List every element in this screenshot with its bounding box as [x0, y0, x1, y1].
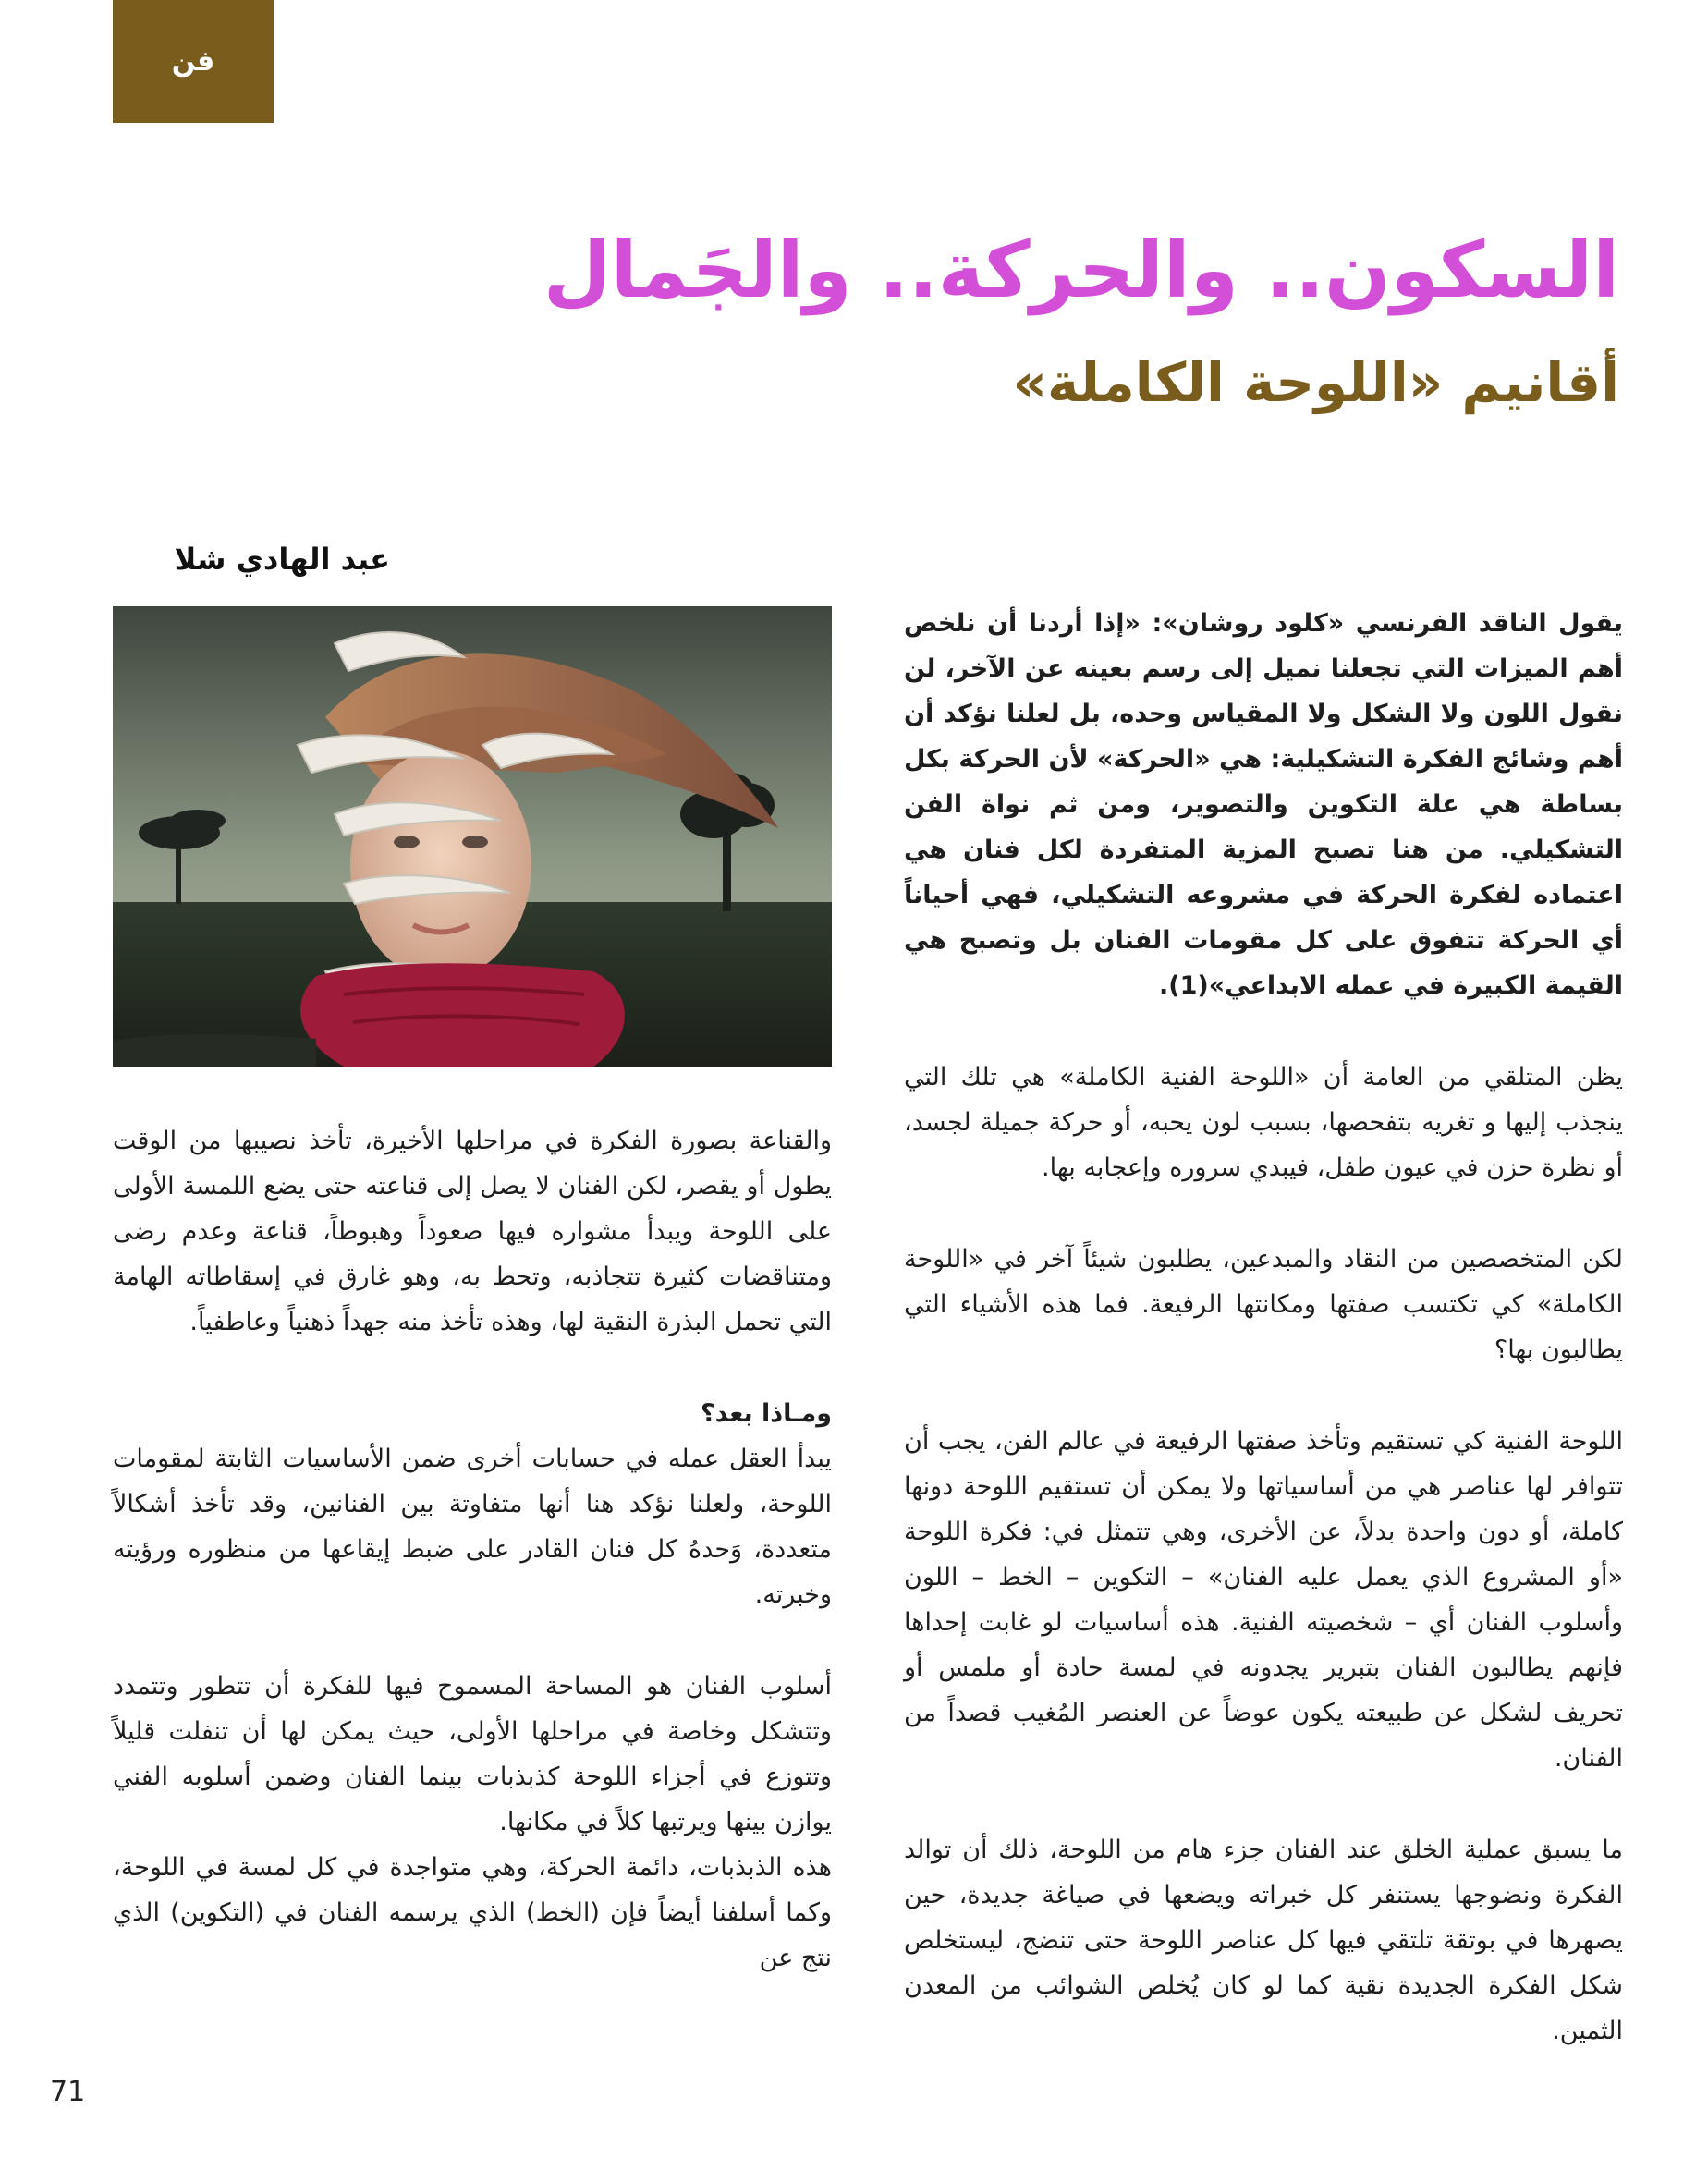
article-photo [113, 606, 832, 1067]
paragraph: يظن المتلقي من العامة أن «اللوحة الفنية الكاملة» هي تلك التي ينجذب إليها و تغريه بتفحصها، بسبب لون يحبه، أو حركة جميلة لجسد، أو نظرة حزن في عيون طفل، فيبدي سروره وإعجابه بها. [904, 1063, 1623, 1182]
section-heading: ومـاذا بعد؟ [700, 1399, 832, 1428]
article-title: السكون.. والحركة.. والجَمال [543, 225, 1619, 315]
section-label: فن [171, 45, 215, 78]
surreal-portrait-illustration-icon [113, 606, 832, 1067]
section-tab [113, 0, 274, 123]
author-name: عبد الهادي شلا [174, 542, 390, 577]
paragraph: ما يسبق عملية الخلق عند الفنان جزء هام من اللوحة، ذلك أن توالد الفكرة ونضوجها يستنفر كل خبراته ويضعها في صياغة جديدة، حين يصهرها في بوتقة تلتقي فيها كل عناصر اللوحة حتى تنضج، ليستخلص شكل الفكرة الجديدة نقية كما لو كان يُخلص الشوائب من المعدن الثمين. [904, 1836, 1623, 2045]
article-subtitle: أقانيم «اللوحة الكاملة» [1012, 351, 1619, 414]
paragraph: أسلوب الفنان هو المساحة المسموح فيها للفكرة أن تتطور وتتمدد وتتشكل وخاصة في مراحلها الأولى، حيث يمكن لها أن تنفلت قليلاً وتتوزع في أجزاء اللوحة كذبذبات بينما الفنان وضمن أسلوبه الفني يوازن بينها ويرتبها كلاً في مكانها. [113, 1672, 832, 1836]
paragraph: اللوحة الفنية كي تستقيم وتأخذ صفتها الرفيعة في عالم الفن، يجب أن تتوافر لها عناصر هي من أساسياتها ولا يمكن أن تستقيم اللوحة دونها كاملة، أو دون واحدة بدلاً، عن الأخرى، وهي تتمثل في: فكرة اللوحة «أو المشروع الذي يعمل عليه الفنان» – التكوين – الخط – اللون وأسلوب الفنان أي – شخصيته الفنية. هذه أساسيات لو غابت إحداها فإنهم يطالبون الفنان بتبرير يجدونه في لمسة حادة أو ملمس أو تحريف لشكل عن طبيعته يكون عوضاً عن العنصر المُغيب قصداً من الفنان. [904, 1427, 1623, 1773]
paragraph: هذه الذبذبات، دائمة الحركة، وهي متواجدة في كل لمسة في اللوحة، وكما أسلفنا أيضاً فإن (الخط) الذي يرسمه الفنان في (التكوين) الذي نتج عن [113, 1853, 832, 1972]
left-column [113, 1118, 832, 1996]
page-number: 71 [50, 2076, 86, 2108]
right-column [904, 601, 1623, 2045]
paragraph: والقناعة بصورة الفكرة في مراحلها الأخيرة، تأخذ نصيبها من الوقت يطول أو يقصر، لكن الفنان لا يصل إلى قناعته حتى يضع اللمسة الأولى على اللوحة ويبدأ مشواره فيها صعوداً وهبوطاً، قناعة وعدم رضى ومتناقضات كثيرة تتجاذبه، وتحط به، وهو غارق في إسقاطاته الهامة التي تحمل البذرة النقية لها، وهذه تأخذ منه جهداً ذهنياً وعاطفياً. [113, 1127, 832, 1336]
paragraph-quote: يقول الناقد الفرنسي «كلود روشان»: «إذا أردنا أن نلخص أهم الميزات التي تجعلنا نميل إلى رسم بعينه عن الآخر، لن نقول اللون ولا الشكل ولا المقياس وحده، بل لعلنا نؤكد أن أهم وشائج الفكرة التشكيلية: هي «الحركة» لأن الحركة بكل بساطة هي علة التكوين والتصوير، ومن ثم نواة الفن التشكيلي. من هنا تصبح المزية المتفردة لكل فنان هي اعتماده لفكرة الحركة في مشروعه التشكيلي، فهي أحياناً أي الحركة تتفوق على كل مقومات الفنان بل وتصبح هي القيمة الكبيرة في عمله الابداعي»(1). [904, 609, 1623, 1000]
paragraph: يبدأ العقل عمله في حسابات أخرى ضمن الأساسيات الثابتة لمقومات اللوحة، ولعلنا نؤكد هنا أنها متفاوتة بين الفنانين، وقد تأخذ أشكالاً متعددة، وَحدهُ كل فنان القادر على ضبط إيقاعها من منظوره ورؤيته وخبرته. [113, 1445, 832, 1609]
paragraph: لكن المتخصصين من النقاد والمبدعين، يطلبون شيئاً آخر في «اللوحة الكاملة» كي تكتسب صفتها ومكانتها الرفيعة. فما هذه الأشياء التي يطالبون بها؟ [904, 1245, 1623, 1364]
